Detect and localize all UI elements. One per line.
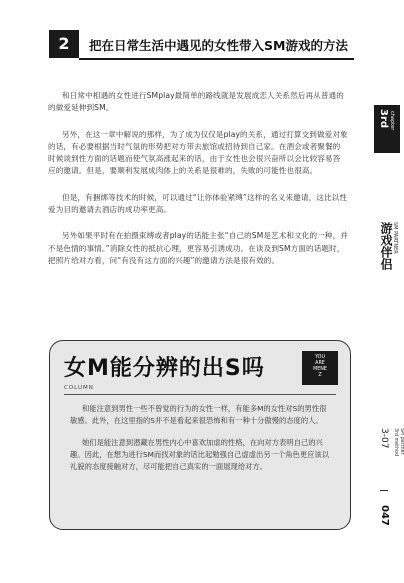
column-paragraph-2: 她们是能注意到潜藏在男性内心中喜欢加虐的性格，在向对方表明自己的兴趣。因此，在想为进行SM而找对象的话比起勉强自己虚虚出另一个角色更应该以礼貌的态度接触对方，尽可能把自己真实的一面展现给对方。 xyxy=(70,438,330,471)
chapter-word: chapter xyxy=(389,111,395,131)
side-section-sub-line-1: SM partner xyxy=(399,428,404,455)
column-body xyxy=(70,403,332,483)
column-badge xyxy=(302,351,338,385)
column-box xyxy=(49,340,351,530)
side-chapter-title: 游戏伴侣 xyxy=(379,222,393,270)
main-body xyxy=(48,90,348,281)
body-paragraph-4: 另外如果平时有在拍摄束缚或者play的话能主张“自己的SM是艺术和文化的一种，并不是色情的事情。”消除女性的抵抗心理，更容易引诱成功。在谈及到SM方面的话题时，把照片给对方看，问“有没有这方面的兴趣”的邀请方法是很有效的。 xyxy=(48,231,348,265)
badge-line-4: Z xyxy=(318,373,322,378)
column-label: COLUMN xyxy=(64,385,94,391)
badge-line-1: YOU xyxy=(315,355,325,360)
chapter-tab xyxy=(374,105,400,153)
column-divider xyxy=(64,394,336,395)
page-number: 047 xyxy=(379,505,390,526)
column-paragraph-1: 和能注意到男性一些不曾觉的行为的女性一样，有能多M的女性对S的男性很敏感。此外，在这里指的S并不是看起来很恐怖和有一种十分傲慢的态度的人。 xyxy=(70,404,327,425)
column-title: 女M能分辨的出S吗 xyxy=(64,356,265,381)
body-paragraph-2: 另外，在这一章中解说的那样，为了成为仅仅是play的关系，通过打算交到做爱对象的话，有必要根据当时气氛的形势把对方带去旅馆或招待到自己家。在酒会或者聚餐的时候谈到性方面的话题而使气氛高涨起来的话，由于女性也会很兴奋所以会比较容易答应的邀请。但是，要顺利发展成肉体上的关系是很难的，失败的可能性也很高。 xyxy=(48,129,348,176)
section-number-badge: 2 xyxy=(49,30,79,58)
side-section-sub-line-2: 3rd method xyxy=(393,428,398,457)
side-divider xyxy=(380,490,388,491)
header-underline xyxy=(79,58,354,60)
chapter-number: 3rd xyxy=(378,109,389,129)
section-title: 把在日常生活中遇见的女性带入SM游戏的方法 xyxy=(89,38,348,53)
side-chapter-subtitle: SM PARTNER xyxy=(392,222,398,254)
badge-line-3: MENE xyxy=(313,367,327,372)
badge-line-2: ARE xyxy=(315,361,325,366)
side-section-subtitle xyxy=(392,428,404,456)
body-paragraph-1: 和日常中相遇的女性进行SMplay最简单的路线就是发展成恋人关系然后再从普通的的做爱延伸到SM。 xyxy=(48,91,344,113)
body-paragraph-3: 但是，有捆绑等技术的时候，可以通过“让你体验紧缚”这样的名义来邀请，这比以性爱为目的邀请去酒店的成功率更高。 xyxy=(48,192,348,215)
side-section-number: 3-07 xyxy=(379,428,389,449)
section-header xyxy=(49,30,354,60)
